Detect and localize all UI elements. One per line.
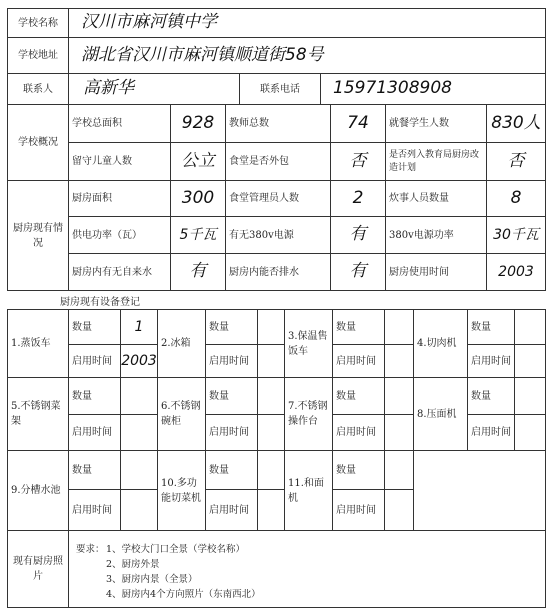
- drain-label: 厨房内能否排水: [225, 253, 331, 291]
- qty-label: 数量: [332, 309, 385, 345]
- school-name-value: 汉川市麻河镇中学: [68, 8, 546, 38]
- overview-section-label: 学校概况: [7, 104, 69, 181]
- equipment-qty-value: [120, 450, 158, 490]
- power380-value: 30千瓦: [486, 216, 546, 254]
- cooks-label: 炊事人员数量: [385, 180, 487, 217]
- equipment-date-value: [257, 344, 285, 378]
- equipment-name: 4.切肉机: [413, 309, 468, 378]
- date-label: 启用时间: [205, 489, 258, 531]
- photos-req-3: 3、厨房内景（全景）: [106, 574, 198, 585]
- phone-label: 联系电话: [239, 73, 321, 105]
- qty-label: 数量: [205, 450, 258, 490]
- equipment-name: 2.冰箱: [157, 309, 206, 378]
- equipment-date-value: [257, 489, 285, 531]
- equipment-name: 5.不锈钢菜架: [7, 377, 69, 451]
- phone-value: 15971308908: [320, 73, 546, 105]
- qty-label: 数量: [205, 377, 258, 415]
- equipment-name: 7.不锈钢操作台: [284, 377, 333, 451]
- equipment-qty-value: [384, 450, 414, 490]
- equipment-name: 3.保温售饭车: [284, 309, 333, 378]
- qty-label: 数量: [332, 450, 385, 490]
- equipment-qty-value: [514, 309, 546, 345]
- date-label: 启用时间: [68, 489, 121, 531]
- equipment-date-value: [384, 414, 414, 451]
- qty-label: 数量: [332, 377, 385, 415]
- water-value: 有: [170, 253, 226, 291]
- equipment-qty-value: [257, 377, 285, 415]
- empty-cell: [413, 450, 546, 531]
- qty-label: 数量: [68, 377, 121, 415]
- date-label: 启用时间: [68, 414, 121, 451]
- left-behind-value: 公立: [170, 142, 226, 181]
- equipment-qty-value: [120, 377, 158, 415]
- managers-value: 2: [330, 180, 386, 217]
- school-address-value: 湖北省汉川市麻河镇顺道街58号: [68, 37, 546, 74]
- qty-label: 数量: [205, 309, 258, 345]
- equipment-qty-value: [257, 309, 285, 345]
- photos-req-2: 2、厨房外景: [106, 559, 160, 570]
- qty-label: 数量: [68, 309, 121, 345]
- contact-label: 联系人: [7, 73, 69, 105]
- kitchen-section-label: 厨房现有情况: [7, 180, 69, 291]
- equipment-date-value: [514, 344, 546, 378]
- water-label: 厨房内有无自来水: [68, 253, 171, 291]
- left-behind-label: 留守儿童人数: [68, 142, 171, 181]
- equipment-name: 8.压面机: [413, 377, 468, 451]
- usage-time-value: 2003: [486, 253, 546, 291]
- equipment-name: 9.分槽水池: [7, 450, 69, 531]
- drain-value: 有: [330, 253, 386, 291]
- equipment-name: 11.和面机: [284, 450, 333, 531]
- area-value: 928: [170, 104, 226, 143]
- date-label: 启用时间: [332, 344, 385, 378]
- kitchen-area-value: 300: [170, 180, 226, 217]
- equipment-name: 6.不锈钢碗柜: [157, 377, 206, 451]
- equipment-date-value: [120, 414, 158, 451]
- date-label: 启用时间: [205, 344, 258, 378]
- equipment-date-value: [120, 489, 158, 531]
- school-name-label: 学校名称: [7, 8, 69, 38]
- equipment-date-value: 2003: [120, 344, 158, 378]
- equipment-date-value: [257, 414, 285, 451]
- qty-label: 数量: [467, 309, 515, 345]
- photos-label: 现有厨房照片: [7, 530, 69, 608]
- teachers-label: 教师总数: [225, 104, 331, 143]
- usage-time-label: 厨房使用时间: [385, 253, 487, 291]
- power-value: 5千瓦: [170, 216, 226, 254]
- has380-value: 有: [330, 216, 386, 254]
- date-label: 启用时间: [205, 414, 258, 451]
- date-label: 启用时间: [467, 344, 515, 378]
- date-label: 启用时间: [68, 344, 121, 378]
- equipment-qty-value: 1: [120, 309, 158, 345]
- date-label: 启用时间: [332, 489, 385, 531]
- equipment-date-value: [384, 489, 414, 531]
- outsourced-label: 食堂是否外包: [225, 142, 331, 181]
- contact-value: 高新华: [68, 73, 240, 105]
- equipment-caption: 厨房现有设备登记: [60, 297, 140, 308]
- kitchen-area-label: 厨房面积: [68, 180, 171, 217]
- equipment-date-value: [384, 344, 414, 378]
- equipment-qty-value: [384, 309, 414, 345]
- equipment-qty-value: [514, 377, 546, 415]
- date-label: 启用时间: [467, 414, 515, 451]
- equipment-name: 1.蒸饭车: [7, 309, 69, 378]
- equipment-name: 10.多功能切菜机: [157, 450, 206, 531]
- teachers-value: 74: [330, 104, 386, 143]
- equipment-qty-value: [384, 377, 414, 415]
- date-label: 启用时间: [332, 414, 385, 451]
- plan-label: 是否列入教育局厨房改造计划: [385, 142, 487, 181]
- plan-value: 否: [486, 142, 546, 181]
- area-label: 学校总面积: [68, 104, 171, 143]
- equipment-date-value: [514, 414, 546, 451]
- photos-req-1: 1、学校大门口全景（学校名称）: [106, 544, 246, 555]
- qty-label: 数量: [68, 450, 121, 490]
- outsourced-value: 否: [330, 142, 386, 181]
- has380-label: 有无380v电源: [225, 216, 331, 254]
- students-label: 就餐学生人数: [385, 104, 487, 143]
- qty-label: 数量: [467, 377, 515, 415]
- students-value: 830人: [486, 104, 546, 143]
- photos-req-4: 4、厨房内4个方向照片（东南西北）: [106, 589, 261, 600]
- school-address-label: 学校地址: [7, 37, 69, 74]
- photos-req-title: 要求：: [76, 544, 105, 555]
- cooks-value: 8: [486, 180, 546, 217]
- power-label: 供电功率（瓦）: [68, 216, 171, 254]
- power380-label: 380v电源功率: [385, 216, 487, 254]
- equipment-qty-value: [257, 450, 285, 490]
- managers-label: 食堂管理员人数: [225, 180, 331, 217]
